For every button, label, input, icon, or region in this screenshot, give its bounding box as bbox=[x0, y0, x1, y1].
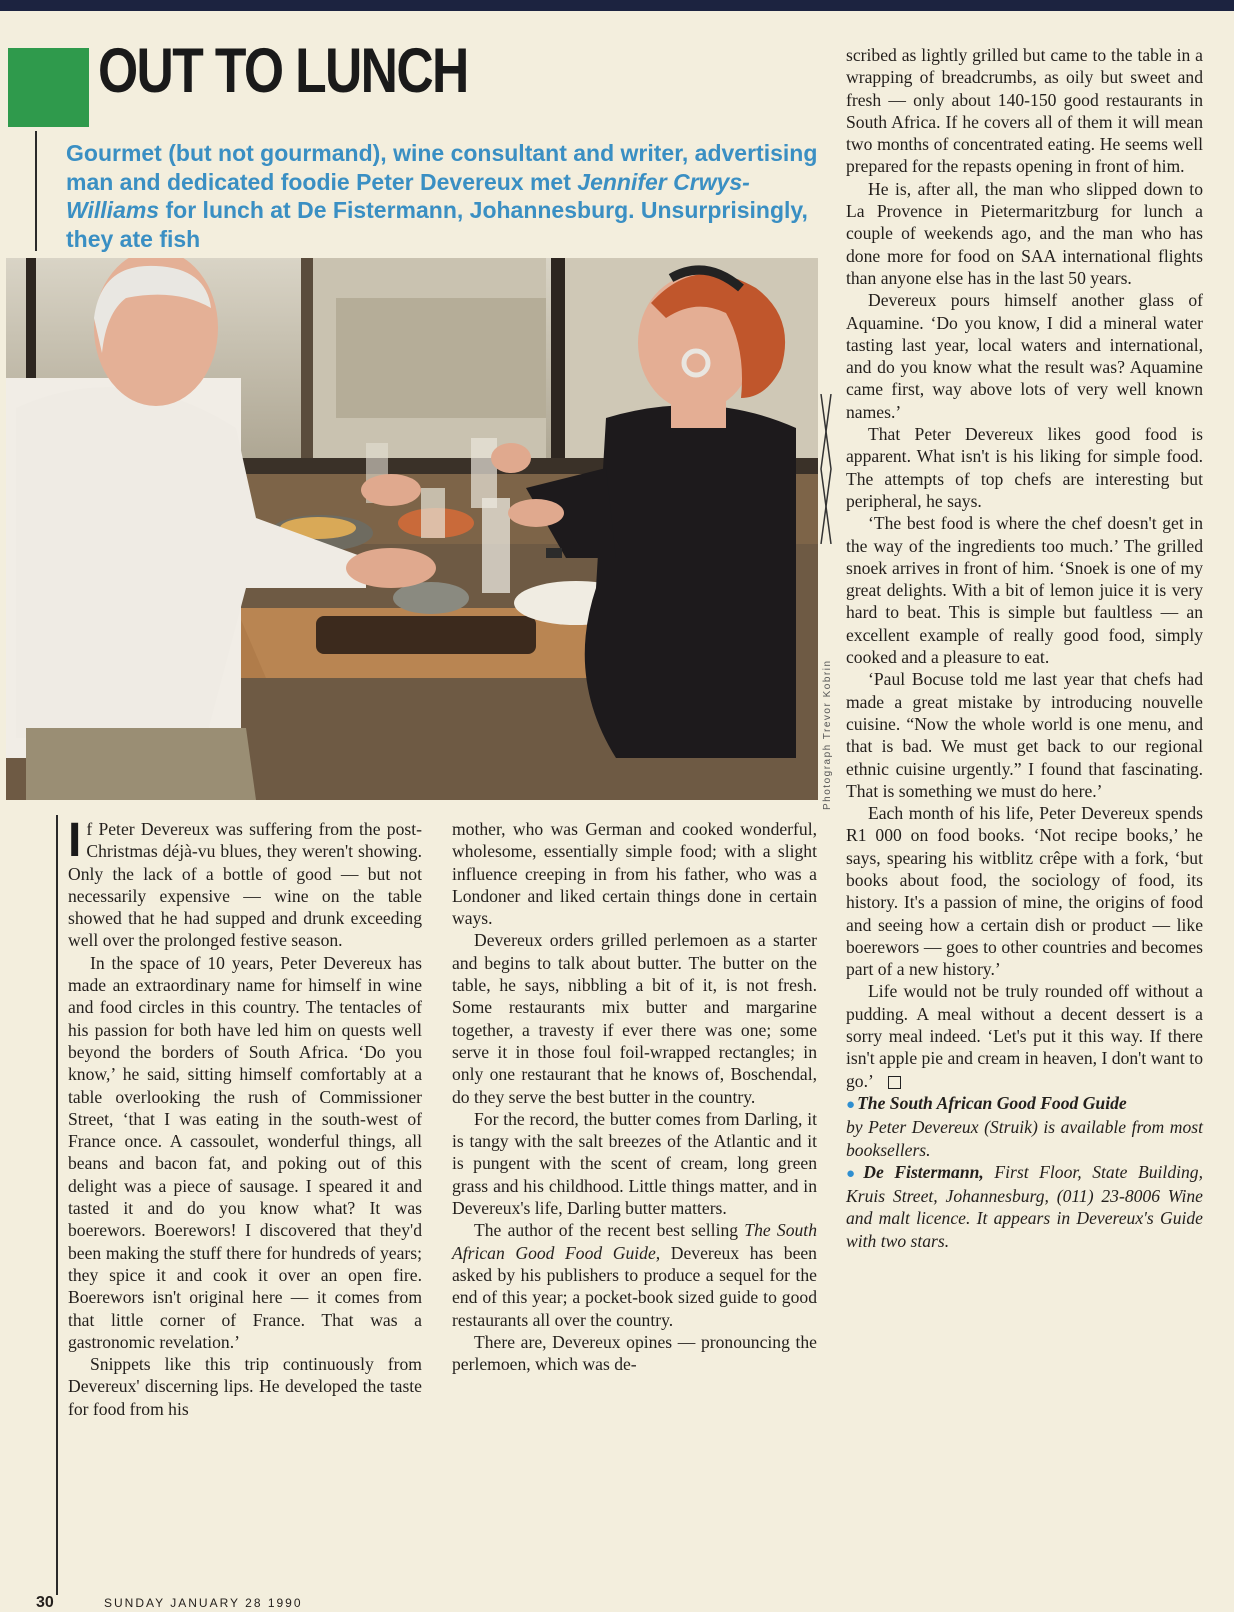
dateline: SUNDAY JANUARY 28 1990 bbox=[104, 1596, 303, 1610]
article-paragraph: mother, who was German and cooked wonderful, wholesome, essentially simple food; with a slight influence creeping in from his father, who was a Londoner and liked certain things done in certain ways. bbox=[452, 819, 817, 929]
article-paragraph: There are, Devereux opines — pronouncing the perlemoen, which was de- bbox=[452, 1331, 817, 1375]
drop-cap: I bbox=[68, 814, 82, 867]
article-paragraph bbox=[846, 980, 1203, 1091]
book-title-inline: The South African Good Food Guide, bbox=[452, 1220, 817, 1263]
book-info bbox=[846, 1092, 1203, 1116]
page-number: 30 bbox=[36, 1594, 54, 1611]
photo-credit: Photograph Trevor Kobrin bbox=[822, 659, 833, 810]
article-paragraph: Each month of his life, Peter Devereux spends R1 000 on food books. ‘Not recipe books,’ he says, spearing his witblitz crêpe with a fork, ‘but books about food, the sociology of food, its history. It's a passion of mine, the origins of food and seeing how a certain dish or product — like boerewors — goes to other countries and becomes part of a new history.’ bbox=[846, 803, 1203, 980]
article-paragraph: Devereux orders grilled perlemoen as a starter and begins to talk about butter. The butter on the table, he says, nibbling a bit of it, is not fresh. Some restaurants mix butter and margarine together, a travesty if ever there was one; some serve it in those foul foil-wrapped rectangles; in only one restaurant that he knows of, Boschendal, do they serve the best butter in the country. bbox=[452, 930, 817, 1107]
standfirst-lead: Gourmet (but not gourmand), wine consultant and writer, advertising man and dedicated foodie Peter Devereux met bbox=[66, 140, 818, 195]
pull-bracket bbox=[819, 394, 833, 544]
paragraph-text: Devereux has been asked by his publishers to produce a sequel for the end of this year; a pocket-book sized guide to good restaurants all over the country. bbox=[452, 1242, 817, 1330]
article-paragraph: He is, after all, the man who slipped down to La Provence in Pietermaritzburg for lunch a couple of weekends ago, and the man who has done more for food on SAA international flights than anyone else has in the last 50 years. bbox=[846, 178, 1203, 288]
book-info-detail: by Peter Devereux (Struik) is available from most booksellers. bbox=[846, 1117, 1203, 1160]
paragraph-text: Life would not be truly rounded off without a pudding. A meal without a decent dessert is a sorry meal indeed. ‘Let's put it this way. If there isn't apple pie and cream in heaven, I don't want to go.’ bbox=[846, 981, 1203, 1091]
bullet-icon: ● bbox=[846, 1096, 856, 1113]
article-paragraph: Snippets like this trip continuously from Devereux' discerning lips. He developed the taste for food from his bbox=[68, 1354, 422, 1419]
info-box bbox=[846, 1092, 1203, 1252]
paragraph-text: The author of the recent best selling bbox=[474, 1220, 745, 1241]
article-paragraph: That Peter Devereux likes good food is apparent. What isn't is his liking for simple food. The attempts of top chefs are interesting but peripheral, he says. bbox=[846, 424, 1203, 511]
column-rule bbox=[56, 815, 58, 1595]
article-paragraph: ‘Paul Bocuse told me last year that chefs had made a great mistake by introducing nouvelle cuisine. “Now the whole world is one menu, and that is bad. We must get back to our regional ethnic cuisine urgently.” I found that fascinating. That is something we must do here.’ bbox=[846, 669, 1203, 801]
article-column-1 bbox=[68, 814, 422, 1420]
photo-illustration bbox=[6, 258, 818, 800]
standfirst bbox=[66, 139, 836, 253]
top-edge-bar bbox=[0, 0, 1234, 11]
article-paragraph bbox=[68, 814, 422, 952]
section-color-block bbox=[8, 48, 89, 127]
lunch-photograph bbox=[6, 258, 818, 800]
article-column-2 bbox=[452, 818, 817, 1375]
standfirst-rule bbox=[35, 131, 37, 251]
standfirst-tail: for lunch at De Fistermann, Johannesburg. Unsurprisingly, they ate fish bbox=[66, 197, 808, 252]
article-paragraph bbox=[452, 1219, 817, 1330]
restaurant-info bbox=[846, 1161, 1203, 1252]
article-paragraph: For the record, the butter comes from Darling, it is tangy with the salt breezes of the Atlantic and it is pungent with the scent of cream, long green grass and his childhood. Little things matter, and in Devereux's life, Darling butter matters. bbox=[452, 1108, 817, 1219]
article-paragraph: In the space of 10 years, Peter Devereux has made an extraordinary name for himself in wine and food circles in this country. The tentacles of his passion for both have led him on quests well beyond the borders of South Africa. ‘Do you know,’ he said, sitting himself comfortably at a table overlooking the rush of Commissioner Street, ‘that I was eating in the south-west of France once. A cassoulet, wonderful things, all beans and bacon fat, and poking out of this delight was a piece of sausage. I speared it and tasted it and do you know what? It was boerewors. Boerewors! I discovered that they'd been making the stuff there for hundreds of years; they spice it and cook it over an open fire. Boerewors isn't original here — it comes from that little corner of France. That was a gastronomic revelation.’ bbox=[68, 952, 422, 1352]
standfirst-author: Jennifer Crwys-Williams bbox=[66, 168, 750, 223]
article-paragraph: Devereux pours himself another glass of Aquamine. ‘Do you know, I did a mineral water tasting last year, local waters and international, and do you know what the result was? Aquamine came first, way above lots of very well known names.’ bbox=[846, 290, 1203, 422]
restaurant-name: De Fistermann, bbox=[863, 1161, 984, 1182]
article-paragraph: ‘The best food is where the chef doesn't get in the way of the ingredients too much.’ The grilled snoek arrives in front of him. ‘Snoek is one of my great delights. With a bit of lemon juice it is very hard to beat. This is simple but faultless — an excellent example of really good food, simply cooked and a pleasure to eat. bbox=[846, 513, 1203, 668]
article-paragraph: scribed as lightly grilled but came to the table in a wrapping of breadcrumbs, as oily but sweet and fresh — only about 140-150 good restaurants in South Africa. If he covers all of them it will mean two months of concentrated eating. He seems well prepared for the repasts opening in front of him. bbox=[846, 45, 1203, 177]
article-column-3 bbox=[846, 44, 1203, 1252]
paragraph-text: f Peter Devereux was suffering from the post-Christmas déjà-vu blues, they weren't showing. Only the lack of a bottle of good — but not necessarily expensive — wine on the table showed that he had supped and drunk exceeding well over the prolonged festive season. bbox=[68, 819, 422, 951]
section-title: OUT TO LUNCH bbox=[98, 36, 468, 106]
restaurant-detail: First Floor, State Building, Kruis Street, Johannesburg, (011) 23-8006 Wine and malt licence. It appears in Devereux's Guide with two stars. bbox=[846, 1161, 1203, 1251]
end-mark-icon bbox=[888, 1076, 901, 1089]
book-info-title: The South African Good Food Guide bbox=[857, 1092, 1127, 1113]
bullet-icon: ● bbox=[846, 1165, 862, 1182]
